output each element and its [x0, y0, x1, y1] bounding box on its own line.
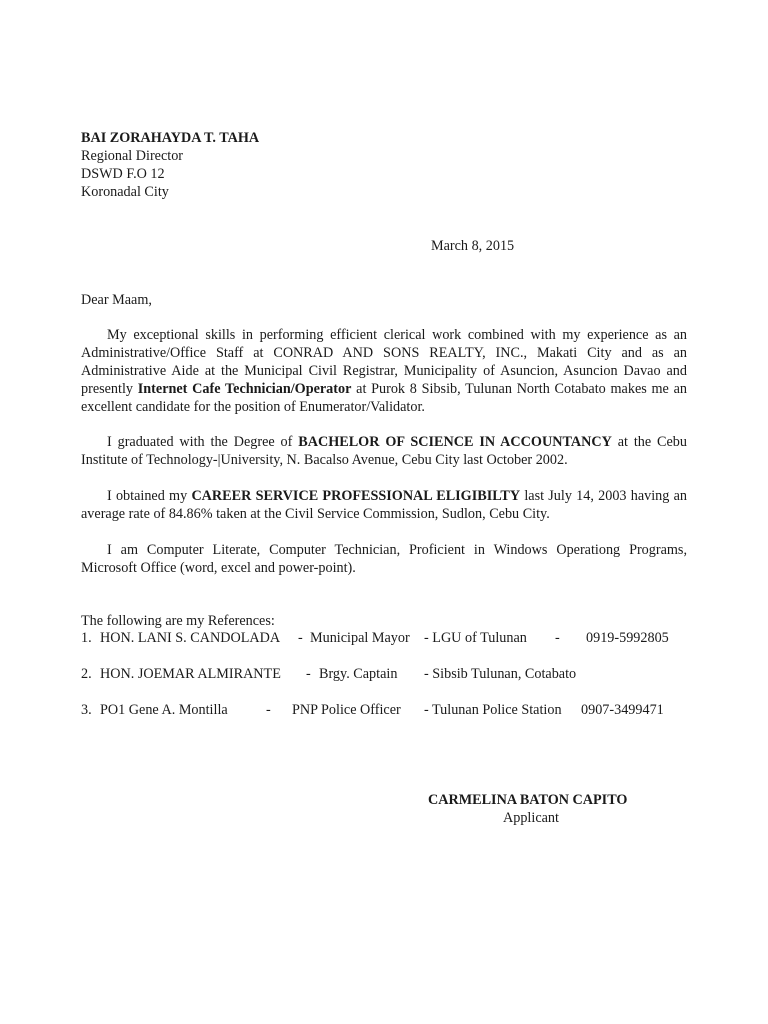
- reference-name: PO1 Gene A. Montilla: [100, 702, 228, 718]
- paragraph-eligibility-bold: CAREER SERVICE PROFESSIONAL ELIGIBILTY: [191, 488, 521, 504]
- paragraph-eligibility-text-a: I obtained my: [107, 488, 192, 504]
- signature-name: CARMELINA BATON CAPITO: [428, 792, 628, 808]
- references-heading: The following are my References:: [81, 613, 275, 629]
- reference-contact: 0907-3499471: [581, 702, 664, 718]
- paragraph-education: [81, 433, 687, 469]
- letter-date: March 8, 2015: [431, 238, 515, 254]
- reference-number: 2.: [81, 666, 92, 682]
- reference-dash: -: [298, 630, 303, 646]
- reference-name: HON. JOEMAR ALMIRANTE: [100, 666, 281, 682]
- paragraph-experience: [81, 326, 687, 416]
- paragraph-eligibility: [81, 487, 687, 523]
- reference-organization: - Tulunan Police Station: [424, 702, 562, 718]
- paragraph-skills: [81, 541, 687, 577]
- recipient-name: BAI ZORAHAYDA T. TAHA: [81, 130, 260, 146]
- reference-item: [81, 701, 701, 719]
- paragraph-eligibility-text-b: last July 14, 2003 having an average rate of 84.86% taken at the Civil Service Commission, Sudlon, Cebu City.: [81, 488, 687, 522]
- paragraph-experience-text-b: at Purok 8 Sibsib, Tulunan North Cotabato makes me an excellent candidate for the position of Enumerator/Validator.: [81, 381, 687, 415]
- paragraph-education-text-b: at the Cebu Institute of Technology-|University, N. Bacalso Avenue, Cebu City last October 2002.: [81, 434, 687, 468]
- recipient-title: Regional Director: [81, 148, 184, 164]
- reference-position: PNP Police Officer: [292, 702, 401, 718]
- reference-number: 3.: [81, 702, 92, 718]
- paragraph-education-bold: BACHELOR OF SCIENCE IN ACCOUNTANCY: [298, 434, 612, 450]
- reference-dash: -: [266, 702, 271, 718]
- reference-dash: -: [555, 630, 560, 646]
- signature-role: Applicant: [503, 810, 559, 826]
- reference-number: 1.: [81, 630, 92, 646]
- paragraph-experience-bold: Internet Cafe Technician/Operator: [137, 381, 352, 397]
- recipient-city: Koronadal City: [81, 184, 169, 200]
- paragraph-skills-text: I am Computer Literate, Computer Technician, Proficient in Windows Operationg Programs, Microsoft Office (word, excel and power-point).: [81, 542, 687, 576]
- reference-organization: - LGU of Tulunan: [424, 630, 527, 646]
- salutation: Dear Maam,: [81, 292, 152, 308]
- reference-position: Brgy. Captain: [319, 666, 398, 682]
- reference-organization: - Sibsib Tulunan, Cotabato: [424, 666, 577, 682]
- reference-item: [81, 665, 701, 683]
- reference-dash: -: [306, 666, 311, 682]
- paragraph-experience-text-a: My exceptional skills in performing efficient clerical work combined with my experience as an Administrative/Office Staff at CONRAD AND SONS REALTY, INC., Makati City and as an Administrative Aide at the Municipal Civil Registrar, Municipality of Asuncion, Asuncion Davao and presently: [81, 327, 687, 397]
- reference-contact: 0919-5992805: [586, 630, 669, 646]
- reference-item: [81, 629, 701, 647]
- recipient-office: DSWD F.O 12: [81, 166, 165, 182]
- paragraph-education-text-a: I graduated with the Degree of: [107, 434, 299, 450]
- reference-position: Municipal Mayor: [310, 630, 410, 646]
- reference-name: HON. LANI S. CANDOLADA: [100, 630, 281, 646]
